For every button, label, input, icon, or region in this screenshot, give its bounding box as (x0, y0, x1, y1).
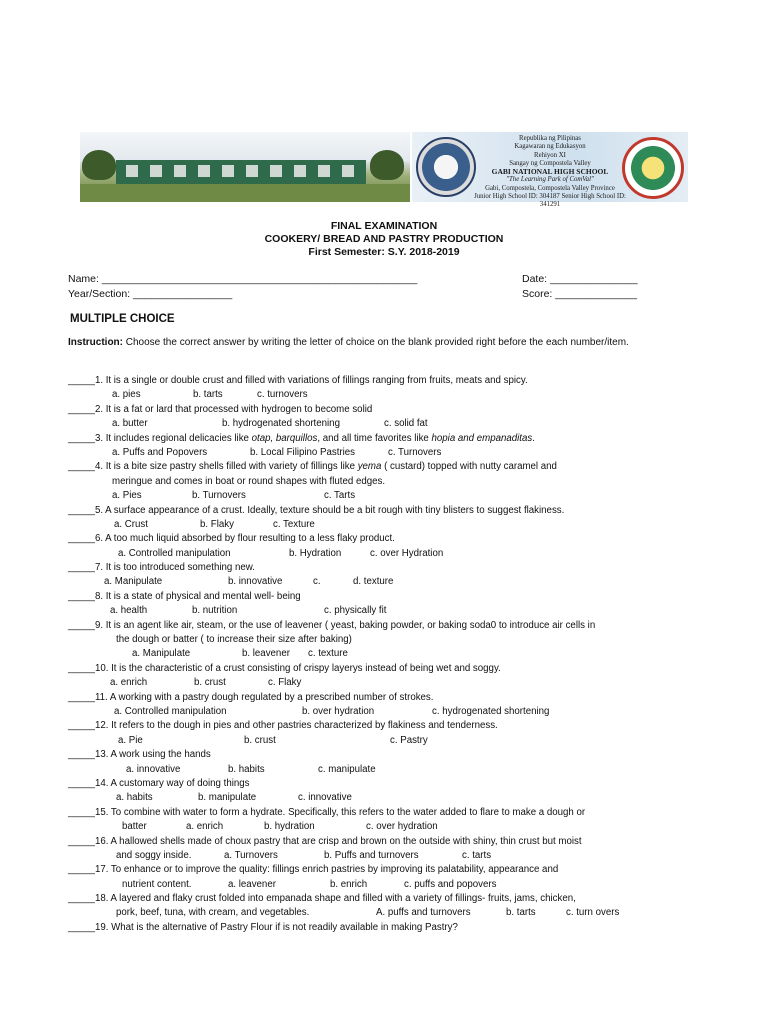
question-12: _____12. It refers to the dough in pies and other pastries characterized by flakiness and tenderness. a. Pie b. crust c. Pastry (68, 719, 708, 748)
choice-a: a. Controlled manipulation (114, 705, 227, 717)
choice-b: b. leavener (242, 648, 290, 660)
year-section-field[interactable]: Year/Section: _________________ (68, 288, 233, 300)
choice-c: c. tarts (462, 849, 492, 861)
deped-seal-icon (416, 137, 476, 197)
choice-b: b. over hydration (302, 705, 375, 717)
choice-a: a. Controlled manipulation (118, 547, 231, 559)
choice-c: c. manipulate (318, 763, 376, 775)
choice-b: b. manipulate (198, 792, 257, 804)
building-shape (116, 160, 366, 184)
choice-b: b. hydration (264, 821, 315, 833)
choice-b: b. Puffs and turnovers (324, 849, 419, 861)
choice-c: c. over Hydration (370, 547, 444, 559)
choice-c: c. Turnovers (388, 446, 442, 458)
question-17: _____17. To enhance or to improve the quality: fillings enrich pastries by improving its palatability, appearance and nutrient content. a. leavener b. enrich c. puffs and popovers (68, 863, 708, 892)
question-list (68, 374, 708, 935)
student-info-fields (68, 272, 688, 302)
tree-icon (370, 150, 404, 180)
choice-b: b. hydrogenated shortening (222, 418, 340, 430)
choice-b: b. nutrition (192, 605, 238, 617)
choice-b: b. tarts (193, 389, 223, 401)
school-name: GABI NATIONAL HIGH SCHOOL (491, 167, 609, 177)
choice-c: c. Tarts (324, 490, 356, 502)
choice-a: a. Pie (118, 734, 143, 746)
choice-c: c. puffs and popovers (404, 878, 497, 890)
choice-a: a. enrich (110, 677, 148, 689)
question-18: _____18. A layered and flaky crust folded into empanada shape and filled with a variety of fillings- fruits, jams, chicken, pork, beef, tuna, with cream, and vegetables. A. puffs and turnovers b. tarts c. turn overs (68, 892, 708, 921)
name-field[interactable]: Name: ______________________________________________________ (68, 273, 418, 285)
choice-c: c. Flaky (268, 677, 302, 689)
choice-c: c. physically fit (324, 605, 387, 617)
choice-a: a. habits (116, 792, 153, 804)
choice-c: c. hydrogenated shortening (432, 705, 550, 717)
choice-b: b. Turnovers (192, 490, 246, 502)
date-field[interactable]: Date: _______________ (522, 273, 638, 285)
choice-a: a. butter (112, 418, 148, 430)
question-19: _____19. What is the alternative of Pastry Flour if is not readily available in making Pastry? (68, 921, 458, 933)
question-5: _____5. A surface appearance of a crust. Ideally, texture should be a bit rough with tiny blisters to suggest flakiness. a. Crust b. Flaky c. Texture (68, 504, 708, 533)
choice-c: c. over hydration (366, 821, 438, 833)
question-9: _____9. It is an agent like air, steam, or the use of leavener ( yeast, baking powder, or baking soda0 to introduce air cells in the dough or batter ( to increase their size after baking) a. Manipulate b. leavener c. texture (68, 619, 708, 662)
school-building-photo (80, 132, 410, 202)
choice-a: a. Manipulate (104, 576, 163, 588)
question-3: _____3. It includes regional delicacies like otap, barquillos, and all time favorites like hopia and empanaditas. a. Puffs and Popovers b. Local Filipino Pastries c. Turnovers (68, 432, 708, 461)
choice-a: a. leavener (228, 878, 276, 890)
school-seal-icon (622, 137, 684, 199)
choice-b: b. Local Filipino Pastries (250, 446, 355, 458)
section-title: MULTIPLE CHOICE (70, 313, 175, 325)
choice-c: c. turn overs (566, 907, 620, 919)
instruction: Instruction: Choose the correct answer by writing the letter of choice on the blank provided right before the each number/item. (68, 337, 629, 348)
choice-a: a. health (110, 605, 148, 617)
choice-a: a. Turnovers (224, 849, 278, 861)
question-16: _____16. A hallowed shells made of choux pastry that are crisp and brown on the outside with shiny, thin crust but moist and soggy inside. a. Turnovers b. Puffs and turnovers c. tarts (68, 835, 708, 864)
choice-b: b. habits (228, 763, 265, 775)
choice-c: c. Pastry (390, 734, 428, 746)
tree-icon (82, 150, 116, 180)
choice-c: c. (313, 576, 321, 588)
choice-b: b. Flaky (200, 518, 234, 530)
score-field[interactable]: Score: ______________ (522, 288, 638, 300)
question-8: _____8. It is a state of physical and mental well- being a. health b. nutrition c. physically fit (68, 590, 708, 619)
choice-b: b. innovative (228, 576, 283, 588)
school-motto: "The Learning Park of ComVal" (506, 176, 594, 184)
choice-c: c. solid fat (384, 418, 428, 430)
question-14: _____14. A customary way of doing things a. habits b. manipulate c. innovative (68, 777, 708, 806)
choice-a: A. puffs and turnovers (376, 907, 471, 919)
school-letterhead (412, 132, 688, 209)
choice-a: a. Crust (114, 518, 148, 530)
choice-b: b. tarts (506, 907, 536, 919)
question-11: _____11. A working with a pastry dough regulated by a prescribed number of strokes. a. Controlled manipulation b. over hydration c. hydrogenated shortening (68, 691, 708, 720)
question-7: _____7. It is too introduced something new. a. Manipulate b. innovative c. d. texture (68, 561, 708, 590)
choice-c: c. innovative (298, 792, 352, 804)
choice-b: b. Hydration (289, 547, 342, 559)
question-2: _____2. It is a fat or lard that processed with hydrogen to become solid a. butter b. hydrogenated shortening c. solid fat (68, 403, 708, 432)
exam-title: FINAL EXAMINATION COOKERY/ BREAD AND PASTRY PRODUCTION First Semester: S.Y. 2018-2019 (264, 220, 504, 258)
choice-a: a. pies (112, 389, 141, 401)
question-13: _____13. A work using the hands a. innovative b. habits c. manipulate (68, 748, 708, 777)
choice-c: c. turnovers (257, 389, 308, 401)
choice-b: b. crust (194, 677, 226, 689)
choice-a: a. Pies (112, 490, 142, 502)
letterhead-text: Republika ng Pilipinas Kagawaran ng Edukasyon Rehiyon XI Sangay ng Compostela Valley GABI NATIONAL HIGH SCHOOL "The Learning Park of ComVal" Gabi, Compostela, Compostela Valley Province Junior High School ID: 304187 Senior High School ID: 341291 (474, 135, 626, 209)
choice-a: a. innovative (126, 763, 181, 775)
choice-a: a. Manipulate (132, 648, 191, 660)
question-4: _____4. It is a bite size pastry shells filled with variety of fillings like yema ( custard) topped with nutty caramel and meringue and comes in boat or round shapes with fluted edges. a. Pies b. Turnovers c. Tarts (68, 460, 708, 503)
school-header-banner (80, 132, 688, 209)
question-6: _____6. A too much liquid absorbed by flour resulting to a less flaky product. a. Controlled manipulation b. Hydration c. over Hydration (68, 532, 708, 561)
choice-a: a. Puffs and Popovers (112, 446, 208, 458)
choice-c: c. texture (308, 648, 348, 660)
choice-c: c. Texture (273, 518, 315, 530)
choice-a: a. enrich (186, 821, 224, 833)
question-10: _____10. It is the characteristic of a crust consisting of crispy layerys instead of being wet and soggy. a. enrich b. crust c. Flaky (68, 662, 708, 691)
question-15: _____15. To combine with water to form a hydrate. Specifically, this refers to the water added to flare to make a dough or batter a. enrich b. hydration c. over hydration (68, 806, 708, 835)
question-1: _____1. It is a single or double crust and filled with variations of fillings ranging from fruits, meats and spicy. a. pies b. tarts c. turnovers (68, 374, 708, 403)
choice-d: d. texture (353, 576, 394, 588)
choice-b: b. crust (244, 734, 276, 746)
choice-b: b. enrich (330, 878, 368, 890)
